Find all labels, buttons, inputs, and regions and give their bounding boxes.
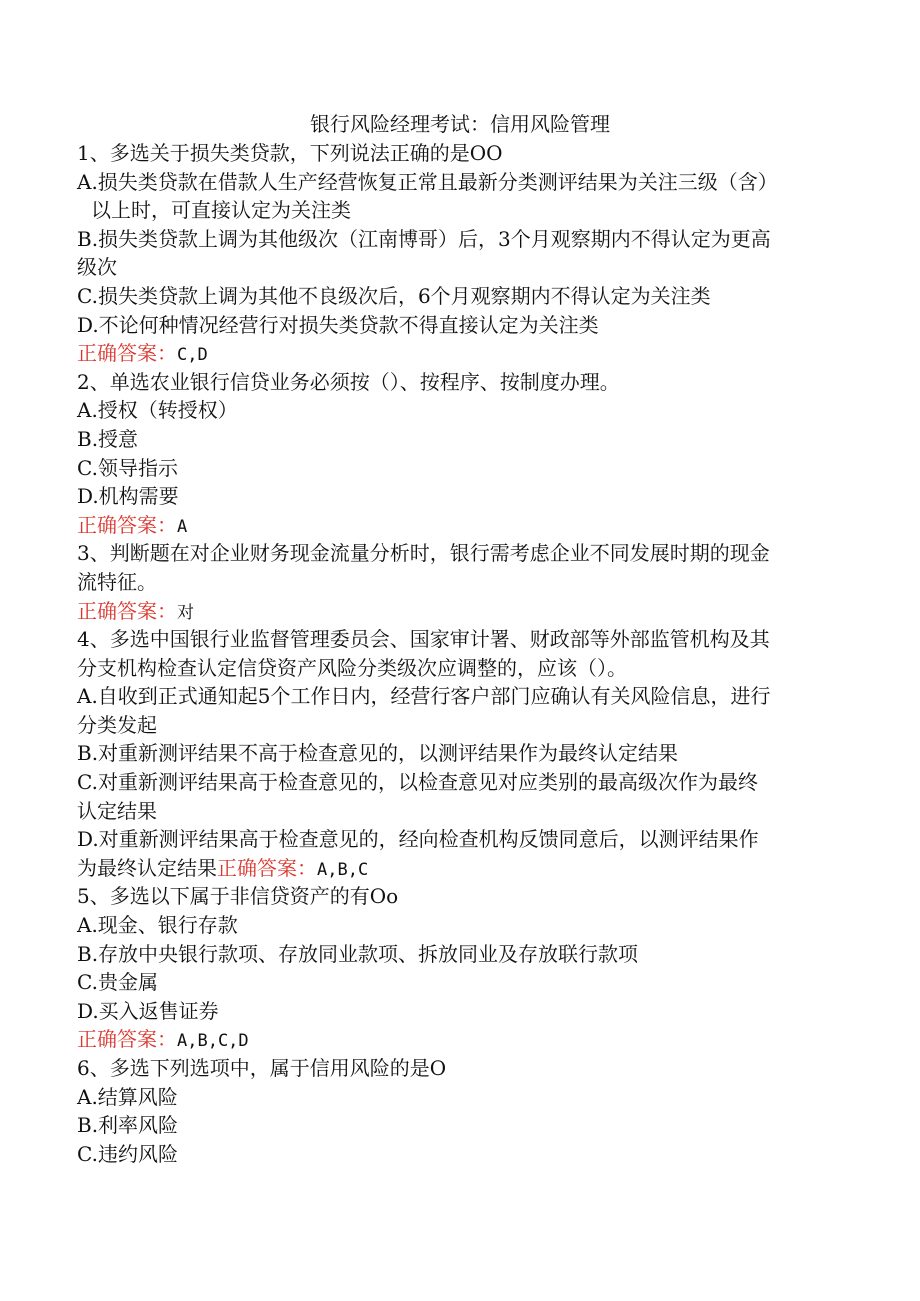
option-line — [77, 225, 847, 254]
option-line — [77, 311, 847, 340]
option-line — [77, 1111, 847, 1140]
option-line-text: A.自收到正式通知起5个工作日内，经营行客户部门应确认有关风险信息，进行 — [77, 684, 771, 709]
option-line-text: D.买入返售证券 — [77, 998, 219, 1023]
option-line-text: B.利率风险 — [77, 1113, 179, 1138]
answer-value: A,B,C — [317, 859, 369, 880]
answer-line — [77, 597, 847, 626]
option-line — [77, 454, 847, 483]
answer-label: 正确答案： — [77, 598, 177, 623]
option-line — [77, 768, 847, 797]
question-stem-line-text: 6、多选下列选项中，属于信用风险的是O — [77, 1056, 447, 1080]
option-line-text: B.存放中央银行款项、存放同业款项、拆放同业及存放联行款项 — [77, 941, 639, 966]
question-stem-line-text: 2、单选农业银行信贷业务必须按（）、按程序、按制度办理。 — [77, 369, 620, 394]
question-list — [77, 139, 847, 1168]
question-stem-line-text: 3、判断题在对企业财务现金流量分析时，银行需考虑企业不同发展时期的现金 — [77, 541, 770, 566]
option-line-text: B.对重新测评结果不高于检查意见的，以测评结果作为最终认定结果 — [77, 741, 679, 766]
option-line — [77, 168, 847, 197]
option-line-text: A.损失类贷款在借款人生产经营恢复正常且最新分类测评结果为关注三级（含） — [77, 169, 778, 194]
document-title: 银行风险经理考试：信用风险管理 — [310, 112, 610, 136]
question-item — [77, 368, 847, 540]
answer-value: A — [177, 516, 188, 537]
option-line — [77, 1140, 847, 1169]
answer-label: 正确答案： — [77, 341, 177, 366]
option-line-text: C.对重新测评结果高于检查意见的，以检查意见对应类别的最高级次作为最终 — [77, 770, 758, 795]
option-line-text: C.损失类贷款上调为其他不良级次后，6个月观察期内不得认定为关注类 — [77, 283, 711, 308]
answer-value: 对 — [177, 602, 194, 623]
question-item — [77, 539, 847, 625]
option-line-text: 认定结果 — [77, 798, 157, 823]
option-line — [77, 196, 847, 225]
answer-value: C,D — [177, 345, 208, 366]
question-stem-line — [77, 625, 847, 654]
question-stem-line — [77, 568, 847, 597]
option-line-text: 以上时，可直接认定为关注类 — [91, 198, 351, 223]
answer-line — [77, 339, 847, 368]
option-line — [77, 425, 847, 454]
option-line — [77, 968, 847, 997]
question-stem-line-text: 流特征。 — [77, 569, 157, 594]
answer-line — [77, 511, 847, 540]
option-line — [77, 825, 847, 854]
option-line-text: C.贵金属 — [77, 970, 158, 995]
option-line — [77, 711, 847, 740]
question-stem-line — [77, 882, 847, 911]
question-stem-line — [77, 654, 847, 683]
option-line — [77, 396, 847, 425]
question-stem-line — [77, 1054, 847, 1083]
option-line-text: A.授权（转授权） — [77, 398, 238, 423]
option-line-text: C.违约风险 — [77, 1141, 178, 1166]
option-line-text: D.对重新测评结果高于检查意见的，经向检查机构反馈同意后，以测评结果作 — [77, 827, 759, 852]
option-line-text: D.不论何种情况经营行对损失类贷款不得直接认定为关注类 — [77, 312, 599, 337]
answer-label: 正确答案： — [77, 512, 177, 537]
option-line-text: A.结算风险 — [77, 1084, 178, 1109]
answer-line — [77, 1025, 847, 1054]
option-line — [77, 940, 847, 969]
question-stem-line-text: 分支机构检查认定信贷资产风险分类级次应调整的，应该（）。 — [77, 655, 627, 680]
option-line — [77, 911, 847, 940]
option-line-text: 为最终认定结果 — [77, 855, 217, 880]
question-stem-line-text: 5、多选以下属于非信贷资产的有Oo — [77, 884, 399, 909]
option-line-text: B.授意 — [77, 426, 139, 451]
question-stem-line — [77, 368, 847, 397]
option-line — [77, 997, 847, 1026]
question-stem-line — [77, 139, 847, 168]
option-line — [77, 1083, 847, 1112]
option-line — [77, 282, 847, 311]
option-line-text: 级次 — [77, 255, 117, 280]
option-line — [77, 739, 847, 768]
answer-label: 正确答案： — [77, 1027, 177, 1052]
option-line-text: C.领导指示 — [77, 455, 178, 480]
question-item — [77, 625, 847, 882]
option-line — [77, 682, 847, 711]
option-line — [77, 482, 847, 511]
question-stem-line-text: 1、多选关于损失类贷款，下列说法正确的是OO — [77, 141, 503, 165]
question-item — [77, 882, 847, 1054]
answer-label: 正确答案： — [217, 855, 317, 880]
answer-value: A,B,C,D — [177, 1031, 249, 1052]
option-line-text: 分类发起 — [77, 712, 157, 737]
option-line — [77, 854, 847, 883]
question-stem-line-text: 4、多选中国银行业监督管理委员会、国家审计署、财政部等外部监管机构及其 — [77, 627, 770, 652]
option-line-text: D.机构需要 — [77, 484, 179, 509]
question-item — [77, 139, 847, 368]
option-line-text: A.现金、银行存款 — [77, 913, 238, 938]
option-line-text: B.损失类贷款上调为其他级次（江南博哥）后，3个月观察期内不得认定为更高 — [77, 226, 771, 251]
option-line — [77, 253, 847, 282]
question-item — [77, 1054, 847, 1168]
question-stem-line — [77, 539, 847, 568]
option-line — [77, 797, 847, 826]
